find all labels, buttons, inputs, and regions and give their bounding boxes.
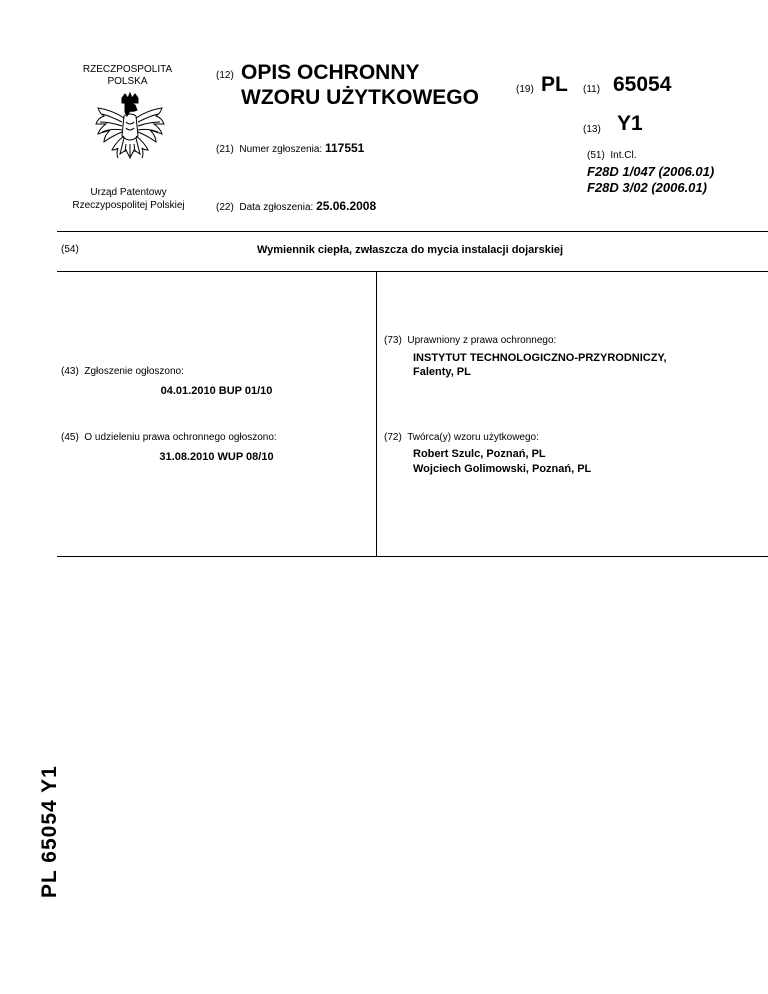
rule-bottom bbox=[57, 556, 768, 557]
code-21: (21) bbox=[216, 144, 234, 155]
code-12: (12) bbox=[216, 70, 234, 81]
publication-43-label: Zgłoszenie ogłoszono: bbox=[84, 366, 184, 377]
intcl-class-2: F28D 3/02 (2006.01) bbox=[587, 180, 707, 195]
column-divider bbox=[376, 271, 377, 557]
country-line2: POLSKA bbox=[107, 76, 148, 87]
application-date: 25.06.2008 bbox=[316, 199, 377, 213]
intcl-classes bbox=[587, 164, 714, 196]
right-holder-label: Uprawniony z prawa ochronnego: bbox=[407, 335, 557, 346]
side-document-id: PL 65054 Y1 bbox=[38, 765, 61, 898]
country-name bbox=[60, 64, 195, 88]
code-45: (45) bbox=[61, 432, 79, 443]
publication-43-value: 04.01.2010 BUP 01/10 bbox=[160, 385, 273, 397]
holder-line2: Falenty, PL bbox=[413, 366, 471, 378]
publication-45-label: O udzieleniu prawa ochronnego ogłoszono: bbox=[84, 432, 277, 443]
invention-title: Wymiennik ciepła, zwłaszcza do mycia instalacji dojarskiej bbox=[256, 244, 564, 256]
application-number: 117551 bbox=[324, 141, 365, 155]
application-number-row bbox=[216, 141, 364, 155]
inventors bbox=[413, 447, 591, 477]
publication-43-label-row bbox=[61, 366, 184, 377]
intcl-label-row bbox=[587, 150, 636, 161]
rule-top bbox=[57, 231, 768, 232]
intcl-label: Int.Cl. bbox=[610, 150, 637, 161]
document-title bbox=[241, 60, 479, 110]
code-73: (73) bbox=[384, 335, 402, 346]
inventor-1: Robert Szulc, Poznań, PL bbox=[413, 448, 546, 460]
code-13: (13) bbox=[583, 124, 601, 135]
application-number-label: Numer zgłoszenia: bbox=[239, 144, 323, 155]
eagle-emblem-icon bbox=[92, 92, 168, 176]
kind-code: Y1 bbox=[617, 112, 643, 135]
office-name bbox=[56, 186, 201, 212]
inventor-2: Wojciech Golimowski, Poznań, PL bbox=[413, 463, 592, 475]
country-code: PL bbox=[541, 73, 568, 96]
office-line1: Urząd Patentowy bbox=[90, 187, 167, 198]
title-line1: OPIS OCHRONNY bbox=[241, 61, 420, 84]
code-19: (19) bbox=[516, 84, 534, 95]
rule-middle bbox=[57, 271, 768, 272]
publication-45-value: 31.08.2010 WUP 08/10 bbox=[159, 451, 274, 463]
right-holder-label-row bbox=[384, 335, 556, 346]
inventors-label: Twórca(y) wzoru użytkowego: bbox=[407, 432, 539, 443]
code-22: (22) bbox=[216, 202, 234, 213]
intcl-class-1: F28D 1/047 (2006.01) bbox=[587, 164, 715, 179]
inventors-label-row bbox=[384, 432, 539, 443]
application-date-row bbox=[216, 199, 376, 213]
right-holder bbox=[413, 351, 667, 379]
code-51: (51) bbox=[587, 150, 605, 161]
holder-line1: INSTYTUT TECHNOLOGICZNO-PRZYRODNICZY, bbox=[413, 352, 667, 364]
patent-number: 65054 bbox=[613, 73, 672, 96]
code-54: (54) bbox=[61, 244, 79, 255]
office-line2: Rzeczypospolitej Polskiej bbox=[72, 200, 185, 211]
application-date-label: Data zgłoszenia: bbox=[239, 202, 314, 213]
publication-45-label-row bbox=[61, 432, 277, 443]
country-line1: RZECZPOSPOLITA bbox=[82, 64, 173, 75]
title-line2: WZORU UŻYTKOWEGO bbox=[241, 86, 479, 109]
code-72: (72) bbox=[384, 432, 402, 443]
code-11: (11) bbox=[583, 84, 601, 95]
code-43: (43) bbox=[61, 366, 79, 377]
